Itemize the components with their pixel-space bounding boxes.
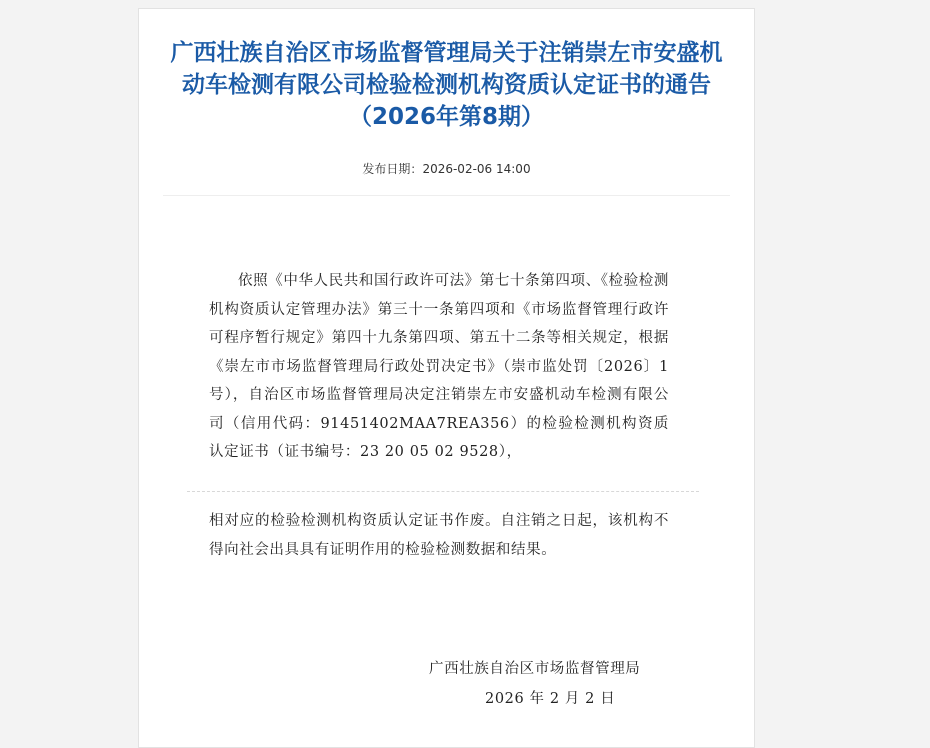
publish-date-label: 发布日期： bbox=[362, 162, 423, 176]
document-paragraph-1: 依照《中华人民共和国行政许可法》第七十条第四项、《检验检测机构资质认定管理办法》第三十一条第四项和《市场监督管理行政许可程序暂行规定》第四十九条第四项、第五十二条等相关规定，根据《崇左市市场监督管理局行政处罚决定书》（崇市监处罚〔2026〕1 号），自治区市场监督管理局决定注销崇左市安盛机动车检测有限公司（信用代码：91451402MAA7REA356）的检验检测机构资质认定证书（证书编号：23 20 05 02 9528）， bbox=[209, 273, 669, 460]
publish-info bbox=[139, 160, 754, 177]
title-divider bbox=[163, 195, 730, 196]
article-card bbox=[138, 8, 755, 748]
document-paragraph-2: 相对应的检验检测机构资质认定证书作废。自注销之日起，该机构不得向社会出具具有证明作用的检验检测数据和结果。 bbox=[209, 513, 669, 558]
page-break-divider bbox=[187, 491, 699, 492]
signature-organization: 广西壮族自治区市场监督管理局 bbox=[429, 661, 641, 677]
signature-date: 2026 年 2 月 2 日 bbox=[485, 691, 616, 707]
publish-date-value: 2026-02-06 14:00 bbox=[422, 162, 531, 176]
article-title: 广西壮族自治区市场监督管理局关于注销崇左市安盛机动车检测有限公司检验检测机构资质认定证书的通告（2026年第8期） bbox=[170, 40, 723, 130]
